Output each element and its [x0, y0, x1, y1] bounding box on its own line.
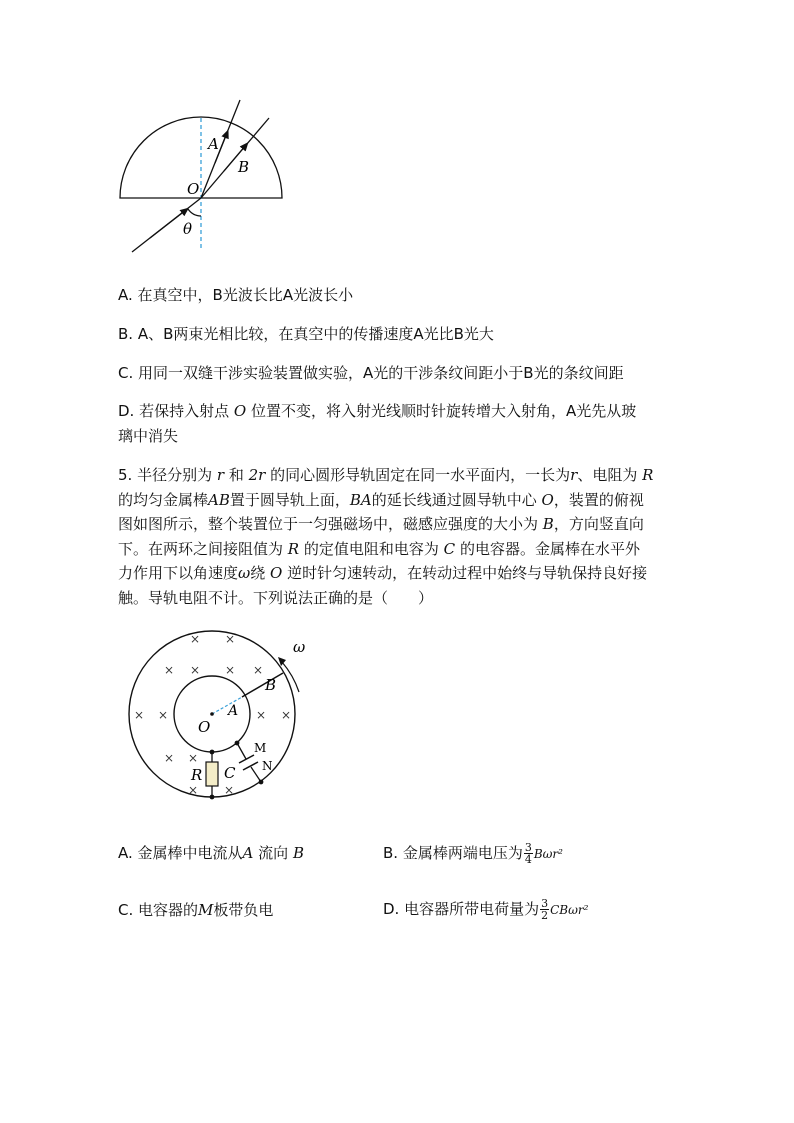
svg-text:×: × — [225, 632, 236, 646]
svg-text:×: × — [281, 708, 292, 722]
label-omega: ω — [293, 638, 306, 656]
svg-text:×: × — [225, 663, 236, 677]
q4-option-a: A. 在真空中，B光波长比A光波长小 — [118, 286, 354, 304]
svg-text:×: × — [253, 663, 264, 677]
capacitor-plate-m — [239, 755, 254, 763]
svg-text:×: × — [164, 663, 175, 677]
fraction-3-2: $\frac{3}{2}$ — [541, 897, 549, 922]
fraction-3-4: $\frac{3}{4}$ — [524, 841, 532, 866]
q4-option-d-line2: 璃中消失 — [118, 427, 179, 445]
ring-figure — [118, 628, 318, 828]
label-R: R — [191, 766, 203, 784]
q4-option-c: C. 用同一双缝干涉实验装置做实验，A光的干涉条纹间距小于B光的条纹间距 — [118, 364, 624, 382]
label-O: O — [187, 180, 200, 198]
svg-text:×: × — [256, 708, 267, 722]
svg-text:×: × — [188, 783, 199, 797]
q5-stem: 5. 半径分别为 r 和 2r 的同心圆形导轨固定在同一水平面内，一长为r、电阻为 R 的均匀金属棒AB置于圆导轨上面，BA的延长线通过圆导轨中心 O，装置的俯视 图如图所示，整个装置位于一匀强磁场中，磁感应强度的大小为 B，方向竖直向 下。在两环之间接阻值为 R 的定值电阻和电容为 C 的电容器。金属棒在水平外 力作用下以角速度ω绕 O 逆时针匀速转动，在转动过程中始终与导轨保持良好接 触。导轨电阻不计。下列说法正确的是（ ） — [118, 466, 654, 607]
label-M: M — [254, 741, 267, 755]
semicircle-glass — [120, 117, 282, 198]
label-B: B — [238, 158, 250, 176]
q5-option-d: D. 电容器所带电荷量为 $\frac{3}{2}$ CBωr² — [383, 897, 589, 922]
theta-arc — [188, 209, 201, 216]
svg-text:×: × — [190, 632, 201, 646]
label-theta: θ — [183, 220, 193, 238]
svg-text:×: × — [224, 783, 235, 797]
resistor — [206, 762, 218, 786]
q4-option-b: B. A、B两束光相比较，在真空中的传播速度A光比B光大 — [118, 325, 494, 343]
svg-text:×: × — [190, 663, 201, 677]
label-A: A — [208, 135, 219, 153]
refraction-figure — [110, 92, 300, 262]
label-B: B — [265, 676, 277, 694]
q5-option-c: C. 电容器的M板带负电 — [118, 901, 274, 919]
label-O: O — [198, 718, 211, 736]
q5-option-b: B. 金属棒两端电压为 $\frac{3}{4}$ Bωr² — [383, 841, 563, 866]
label-A: A — [228, 703, 239, 719]
q4-option-d-line1: D. 若保持入射点 O 位置不变，将入射光线顺时针旋转增大入射角，A光先从玻 — [118, 402, 637, 420]
svg-text:×: × — [164, 751, 175, 765]
svg-text:×: × — [158, 708, 169, 722]
capacitor-plate-n — [243, 762, 258, 770]
svg-text:×: × — [134, 708, 145, 722]
label-C: C — [224, 764, 236, 782]
svg-text:×: × — [188, 751, 199, 765]
q5-option-a: A. 金属棒中电流从A 流向 B — [118, 844, 304, 862]
label-N: N — [262, 759, 273, 773]
